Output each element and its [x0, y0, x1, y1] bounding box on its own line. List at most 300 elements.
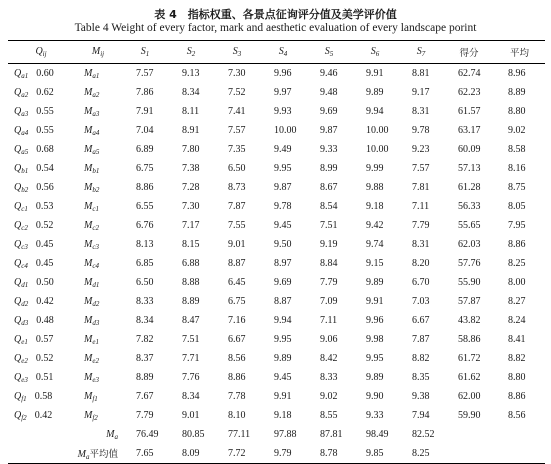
table-row [8, 387, 545, 406]
mark-symbol: M [84, 67, 93, 79]
value-cell: 8.42 [320, 353, 338, 364]
value-cell: 8.55 [320, 410, 338, 421]
value-cell: 8.67 [320, 182, 338, 193]
header-symbol: S [232, 46, 238, 57]
mark-symbol: M [84, 143, 93, 155]
table-row [8, 159, 545, 178]
value-cell: 6.45 [228, 277, 246, 288]
value-cell: 8.96 [508, 68, 526, 79]
value-cell: 7.30 [182, 201, 200, 212]
summary-value-cell: 80.85 [182, 429, 205, 440]
value-cell: 7.16 [228, 315, 246, 326]
factor-cell [8, 121, 74, 140]
summary-value-cell: 87.81 [320, 429, 343, 440]
value-cell: 9.78 [412, 125, 430, 136]
value-cell: 8.33 [136, 296, 154, 307]
mark-cell [74, 330, 122, 349]
value-cell: 57.87 [458, 296, 481, 307]
factor-subscript: e3 [21, 375, 28, 384]
value-cell: 8.82 [508, 353, 526, 364]
mark-cell [74, 292, 122, 311]
value-cell: 9.33 [320, 144, 338, 155]
summary-value-cell: 9.79 [274, 448, 292, 459]
header-symbol: 得分 [459, 48, 479, 59]
table-row [8, 102, 545, 121]
factor-subscript: f2 [21, 413, 27, 422]
value-cell: 9.94 [366, 106, 384, 117]
summary-value-cell: 77.11 [228, 429, 251, 440]
factor-subscript: b1 [21, 166, 29, 175]
factor-subscript: c1 [21, 204, 28, 213]
value-cell: 7.28 [182, 182, 200, 193]
mark-subscript: d3 [92, 318, 100, 327]
factor-cell [8, 368, 74, 387]
value-cell: 8.34 [182, 391, 200, 402]
value-cell: 6.55 [136, 201, 154, 212]
value-cell: 8.27 [508, 296, 526, 307]
empty-cell [444, 425, 494, 444]
table-row [8, 311, 545, 330]
value-cell: 9.17 [412, 87, 430, 98]
value-cell: 8.11 [182, 106, 200, 117]
summary-value-cell: 8.25 [412, 448, 430, 459]
header-subscript: ij [100, 50, 105, 58]
factor-symbol: Q [14, 276, 22, 288]
value-cell: 8.34 [182, 87, 200, 98]
mark-symbol: M [84, 371, 93, 383]
value-cell: 8.35 [412, 372, 430, 383]
value-cell: 9.23 [412, 144, 430, 155]
value-cell: 8.86 [508, 391, 526, 402]
factor-cell [8, 349, 74, 368]
summary-subscript: a [114, 432, 118, 441]
mark-subscript: d2 [92, 299, 100, 308]
factor-symbol: Q [14, 295, 22, 307]
weight-value: 0.57 [35, 333, 54, 345]
mark-subscript: b1 [92, 166, 100, 175]
mark-cell [74, 121, 122, 140]
value-cell: 62.03 [458, 239, 481, 250]
factor-subscript: b2 [21, 185, 29, 194]
weight-value: 0.55 [36, 105, 54, 117]
value-cell: 7.30 [228, 68, 246, 79]
factor-subscript: a4 [21, 128, 29, 137]
mark-subscript: f1 [92, 394, 98, 403]
factor-cell [8, 273, 74, 292]
value-cell: 8.86 [508, 239, 526, 250]
mark-subscript: a2 [92, 90, 100, 99]
value-cell: 7.91 [136, 106, 154, 117]
header-symbol: S [186, 46, 192, 57]
mark-cell [74, 64, 122, 84]
mark-cell [74, 349, 122, 368]
mark-subscript: a4 [92, 128, 100, 137]
mark-symbol: M [84, 333, 93, 345]
value-cell: 6.75 [228, 296, 246, 307]
mark-cell [74, 83, 122, 102]
value-cell: 9.48 [320, 87, 338, 98]
factor-symbol: Q [14, 143, 22, 155]
factor-subscript: d2 [21, 299, 29, 308]
value-cell: 8.56 [508, 410, 526, 421]
value-cell: 6.88 [182, 258, 200, 269]
factor-subscript: a5 [21, 147, 29, 156]
factor-cell [8, 292, 74, 311]
mark-subscript: d1 [92, 280, 100, 289]
empty-cell [444, 444, 494, 464]
value-cell: 62.74 [458, 68, 481, 79]
mark-cell [74, 273, 122, 292]
factor-symbol: Q [14, 352, 22, 364]
value-cell: 7.09 [320, 296, 338, 307]
value-cell: 9.74 [366, 239, 384, 250]
value-cell: 8.58 [508, 144, 526, 155]
value-cell: 8.56 [228, 353, 246, 364]
value-cell: 8.25 [508, 258, 526, 269]
table-row [8, 292, 545, 311]
value-cell: 7.51 [320, 220, 338, 231]
value-cell: 9.87 [320, 125, 338, 136]
value-cell: 9.33 [366, 410, 384, 421]
table-row [8, 273, 545, 292]
summary-value-cell: 7.72 [228, 448, 246, 459]
mark-cell [74, 216, 122, 235]
summary-value-cell: 76.49 [136, 429, 159, 440]
value-cell: 8.31 [412, 106, 430, 117]
mark-subscript: e3 [92, 375, 99, 384]
factor-symbol: Q [14, 257, 22, 269]
mark-subscript: c1 [92, 204, 99, 213]
value-cell: 7.03 [412, 296, 430, 307]
value-cell: 9.89 [274, 353, 292, 364]
value-cell: 6.89 [136, 144, 154, 155]
value-cell: 8.00 [508, 277, 526, 288]
weight-value: 0.42 [36, 295, 54, 307]
value-cell: 7.87 [228, 201, 246, 212]
factor-cell [8, 235, 74, 254]
value-cell: 9.96 [366, 315, 384, 326]
value-cell: 7.04 [136, 125, 154, 136]
factor-symbol: Q [14, 219, 22, 231]
value-cell: 9.89 [366, 87, 384, 98]
table-row [8, 368, 545, 387]
factor-symbol: Q [14, 67, 22, 79]
mark-subscript: f2 [92, 413, 98, 422]
mark-subscript: c3 [92, 242, 99, 251]
factor-symbol: Q [14, 390, 22, 402]
factor-symbol: Q [14, 314, 22, 326]
value-cell: 43.82 [458, 315, 481, 326]
factor-cell [8, 311, 74, 330]
factor-symbol: Q [14, 162, 22, 174]
mark-symbol: M [84, 257, 93, 269]
value-cell: 61.62 [458, 372, 481, 383]
value-cell: 7.79 [136, 410, 154, 421]
value-cell: 8.10 [228, 410, 246, 421]
factor-cell [8, 216, 74, 235]
mark-symbol: M [84, 86, 93, 98]
value-cell: 8.13 [136, 239, 154, 250]
mark-symbol: M [84, 219, 93, 231]
summary-row [8, 444, 545, 464]
mark-cell [74, 178, 122, 197]
value-cell: 8.20 [412, 258, 430, 269]
value-cell: 8.80 [508, 106, 526, 117]
factor-cell [8, 64, 74, 84]
value-cell: 8.81 [412, 68, 430, 79]
weight-value: 0.53 [35, 200, 54, 212]
mark-symbol: M [84, 295, 93, 307]
column-header [444, 41, 494, 64]
mark-symbol: M [84, 390, 93, 402]
summary-value-cell: 8.09 [182, 448, 200, 459]
value-cell: 6.70 [412, 277, 430, 288]
value-cell: 61.28 [458, 182, 481, 193]
value-cell: 9.01 [182, 410, 200, 421]
header-subscript: 3 [237, 50, 242, 58]
value-cell: 7.86 [136, 87, 154, 98]
value-cell: 9.02 [320, 391, 338, 402]
value-cell: 7.80 [182, 144, 200, 155]
mark-subscript: c4 [92, 261, 99, 270]
value-cell: 7.55 [228, 220, 246, 231]
header-symbol: S [416, 46, 422, 57]
value-cell: 8.89 [508, 87, 526, 98]
header-subscript: 2 [191, 50, 196, 58]
column-header [306, 41, 352, 64]
value-cell: 8.05 [508, 201, 526, 212]
value-cell: 8.15 [182, 239, 200, 250]
value-cell: 8.47 [182, 315, 200, 326]
value-cell: 9.69 [274, 277, 292, 288]
table-row [8, 121, 545, 140]
summary-value-cell: 9.85 [366, 448, 384, 459]
mark-cell [74, 235, 122, 254]
column-header [398, 41, 444, 64]
value-cell: 62.23 [458, 87, 481, 98]
value-cell: 6.75 [136, 163, 154, 174]
factor-cell [8, 102, 74, 121]
mark-symbol: M [84, 124, 93, 136]
factor-symbol: Q [14, 409, 22, 421]
header-subscript: 1 [145, 50, 150, 58]
value-cell: 63.17 [458, 125, 481, 136]
value-cell: 62.00 [458, 391, 481, 402]
factor-symbol: Q [14, 200, 22, 212]
mark-symbol: M [84, 352, 93, 364]
value-cell: 7.41 [228, 106, 246, 117]
mark-cell [74, 159, 122, 178]
header-subscript: 7 [421, 50, 426, 58]
value-cell: 7.52 [228, 87, 246, 98]
header-symbol: S [278, 46, 284, 57]
header-symbol: 平均 [509, 48, 529, 59]
value-cell: 9.49 [274, 144, 292, 155]
mark-cell [74, 368, 122, 387]
value-cell: 7.71 [182, 353, 200, 364]
value-cell: 57.76 [458, 258, 481, 269]
factor-cell [8, 159, 74, 178]
factor-subscript: f1 [21, 394, 27, 403]
value-cell: 7.78 [228, 391, 246, 402]
weight-value: 0.60 [36, 67, 54, 79]
table-row [8, 83, 545, 102]
value-cell: 57.13 [458, 163, 481, 174]
column-header [8, 41, 74, 64]
table-row [8, 64, 545, 84]
table-row [8, 216, 545, 235]
factor-subscript: e1 [21, 337, 28, 346]
value-cell: 8.80 [508, 372, 526, 383]
factor-subscript: c2 [21, 223, 28, 232]
value-cell: 8.86 [228, 372, 246, 383]
summary-label-cell [8, 444, 122, 464]
data-table [8, 40, 545, 464]
mark-symbol: M [84, 314, 93, 326]
header-subscript: ij [42, 50, 47, 58]
summary-symbol: M [106, 428, 115, 440]
value-cell: 7.82 [136, 334, 154, 345]
table-caption-chinese: 表 4 指标权重、各景点征询评分值及美学评价值 [154, 8, 397, 21]
header-subscript: 5 [329, 50, 334, 58]
value-cell: 9.15 [366, 258, 384, 269]
factor-subscript: a2 [21, 90, 29, 99]
value-cell: 8.88 [182, 277, 200, 288]
summary-value-cell: 8.78 [320, 448, 338, 459]
factor-cell [8, 387, 74, 406]
value-cell: 8.89 [136, 372, 154, 383]
weight-value: 0.45 [35, 257, 54, 269]
value-cell: 7.81 [412, 182, 430, 193]
value-cell: 9.38 [412, 391, 430, 402]
factor-cell [8, 140, 74, 159]
value-cell: 7.79 [320, 277, 338, 288]
value-cell: 61.57 [458, 106, 481, 117]
factor-symbol: Q [14, 238, 22, 250]
value-cell: 55.90 [458, 277, 481, 288]
value-cell: 9.89 [366, 277, 384, 288]
factor-subscript: a1 [21, 71, 29, 80]
value-cell: 9.97 [274, 87, 292, 98]
value-cell: 9.50 [274, 239, 292, 250]
factor-cell [8, 178, 74, 197]
factor-subscript: d1 [21, 280, 29, 289]
mark-subscript: e2 [92, 356, 99, 365]
summary-symbol: M [77, 449, 86, 460]
value-cell: 7.79 [412, 220, 430, 231]
mark-cell [74, 311, 122, 330]
value-cell: 8.41 [508, 334, 526, 345]
summary-value-cell: 7.65 [136, 448, 154, 459]
table-row [8, 349, 545, 368]
value-cell: 8.89 [182, 296, 200, 307]
column-header [352, 41, 398, 64]
factor-subscript: e2 [21, 356, 28, 365]
factor-symbol: Q [14, 181, 22, 193]
value-cell: 7.11 [412, 201, 430, 212]
value-cell: 6.67 [228, 334, 246, 345]
value-cell: 60.09 [458, 144, 481, 155]
value-cell: 9.96 [274, 68, 292, 79]
summary-value-cell: 82.52 [412, 429, 435, 440]
mark-subscript: b2 [92, 185, 100, 194]
value-cell: 8.34 [136, 315, 154, 326]
summary-label-cell [8, 425, 122, 444]
weight-value: 0.58 [34, 390, 53, 402]
table-row [8, 235, 545, 254]
value-cell: 9.90 [366, 391, 384, 402]
mark-symbol: M [84, 409, 93, 421]
value-cell: 7.95 [508, 220, 526, 231]
value-cell: 9.45 [274, 220, 292, 231]
value-cell: 8.87 [228, 258, 246, 269]
value-cell: 9.89 [366, 372, 384, 383]
weight-value: 0.48 [36, 314, 54, 326]
column-header [494, 41, 545, 64]
value-cell: 6.50 [228, 163, 246, 174]
value-cell: 7.11 [320, 315, 338, 326]
factor-symbol: Q [14, 333, 22, 345]
weight-value: 0.68 [36, 143, 54, 155]
mark-subscript: a5 [92, 147, 100, 156]
value-cell: 7.35 [228, 144, 246, 155]
mark-symbol: M [84, 276, 93, 288]
weight-value: 0.54 [36, 162, 54, 174]
mark-cell [74, 254, 122, 273]
factor-symbol: Q [14, 371, 22, 383]
mark-symbol: M [84, 181, 93, 193]
header-symbol: M [91, 46, 101, 57]
value-cell: 8.87 [274, 296, 292, 307]
value-cell: 7.87 [412, 334, 430, 345]
factor-cell [8, 330, 74, 349]
factor-cell [8, 406, 74, 425]
value-cell: 7.57 [228, 125, 246, 136]
summary-value-cell: 97.88 [274, 429, 297, 440]
value-cell: 9.42 [366, 220, 384, 231]
value-cell: 9.99 [366, 163, 384, 174]
value-cell: 7.38 [182, 163, 200, 174]
value-cell: 7.57 [136, 68, 154, 79]
mark-cell [74, 197, 122, 216]
summary-subscript: a [85, 453, 90, 461]
value-cell: 59.90 [458, 410, 481, 421]
factor-cell [8, 254, 74, 273]
weight-value: 0.55 [36, 124, 54, 136]
factor-subscript: a3 [21, 109, 29, 118]
value-cell: 7.94 [412, 410, 430, 421]
mark-subscript: a3 [92, 109, 100, 118]
value-cell: 9.19 [320, 239, 338, 250]
value-cell: 58.86 [458, 334, 481, 345]
mark-subscript: e1 [92, 337, 99, 346]
empty-cell [494, 444, 545, 464]
header-subscript: 4 [283, 50, 288, 58]
mark-symbol: M [84, 162, 93, 174]
value-cell: 8.73 [228, 182, 246, 193]
mark-subscript: a1 [92, 71, 100, 80]
value-cell: 10.00 [366, 144, 389, 155]
value-cell: 8.16 [508, 163, 526, 174]
value-cell: 8.82 [412, 353, 430, 364]
value-cell: 9.18 [274, 410, 292, 421]
value-cell: 9.87 [274, 182, 292, 193]
weight-value: 0.45 [35, 238, 54, 250]
value-cell: 9.91 [366, 68, 384, 79]
table-row [8, 197, 545, 216]
mark-cell [74, 406, 122, 425]
weight-value: 0.62 [36, 86, 54, 98]
